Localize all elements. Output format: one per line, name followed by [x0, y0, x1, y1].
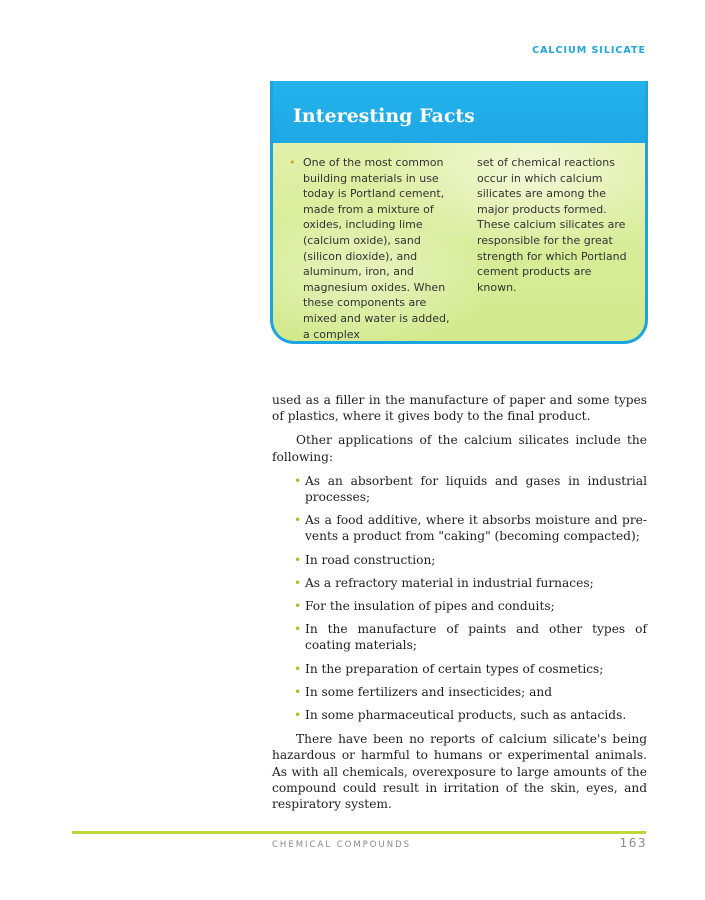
bullet-icon: • — [294, 599, 302, 614]
bullet-icon: • — [289, 156, 296, 169]
list-item: • For the insulation of pipes and conduits; — [294, 599, 555, 614]
sidebar-text-left: One of the most common building materials in use today is Portland cement, made from a mixture of oxides, including lime (calcium oxide), sand (silicon dioxide), and aluminum, iron, and magnesium oxides. When these components are mixed and water is added, a complex — [303, 156, 450, 341]
bullet-icon: • — [294, 661, 302, 676]
page-number: 163 — [619, 836, 647, 850]
list-item: • In some pharmaceutical products, such as antacids. — [294, 708, 627, 723]
bullet-icon: • — [294, 513, 302, 528]
running-head: CALCIUM SILICATE — [532, 45, 646, 56]
sidebar-text-right: set of chemical reactions occur in which calcium silicates are among the major products formed. These calcium silicates are responsible for the great strength for which Portland cement products are known. — [477, 156, 627, 294]
paragraph: Other applications of the calcium silicates include the following: — [272, 433, 647, 464]
paragraph: used as a filler in the manufacture of paper and some types of plastics, where it gives body to the final product. — [272, 393, 647, 424]
bullet-icon: • — [294, 684, 302, 699]
sidebar-column-right — [477, 155, 633, 342]
bullet-icon: • — [294, 622, 302, 637]
sidebar-column-left — [289, 155, 451, 342]
list-item: • In some fertilizers and insecticides; and — [294, 684, 553, 699]
list-item: • In the preparation of certain types of cosmetics; — [294, 661, 604, 676]
bullet-icon: • — [294, 552, 302, 567]
list-item: • In the manufacture of paints and other types of coating materials; — [294, 622, 647, 653]
list-item: • As a refractory material in industrial furnaces; — [294, 575, 594, 590]
sidebar-header — [273, 81, 645, 143]
footer-book-title: CHEMICAL COMPOUNDS — [272, 840, 412, 850]
list-item: • As an absorbent for liquids and gases in industrial processes; — [294, 473, 647, 505]
sidebar-title: Interesting Facts — [293, 105, 475, 127]
list-item: • As a food additive, where it absorbs moisture and pre-vents a product from "caking" (becoming compacted); — [294, 513, 647, 544]
applications-list — [272, 473, 647, 723]
sidebar-columns — [289, 155, 633, 342]
footer-divider — [72, 831, 646, 834]
bullet-icon: • — [294, 708, 302, 723]
paragraph: There have been no reports of calcium silicate's being hazardous or harmful to humans or experimental animals. As with all chemicals, overexposure to large amounts of the compound could result in irritation of the skin, eyes, and respiratory system. — [272, 732, 647, 812]
bullet-icon: • — [294, 473, 302, 488]
interesting-facts-box — [270, 81, 648, 344]
body-text — [272, 392, 647, 820]
list-item: • In road construction; — [294, 552, 436, 567]
bullet-icon: • — [294, 575, 302, 590]
